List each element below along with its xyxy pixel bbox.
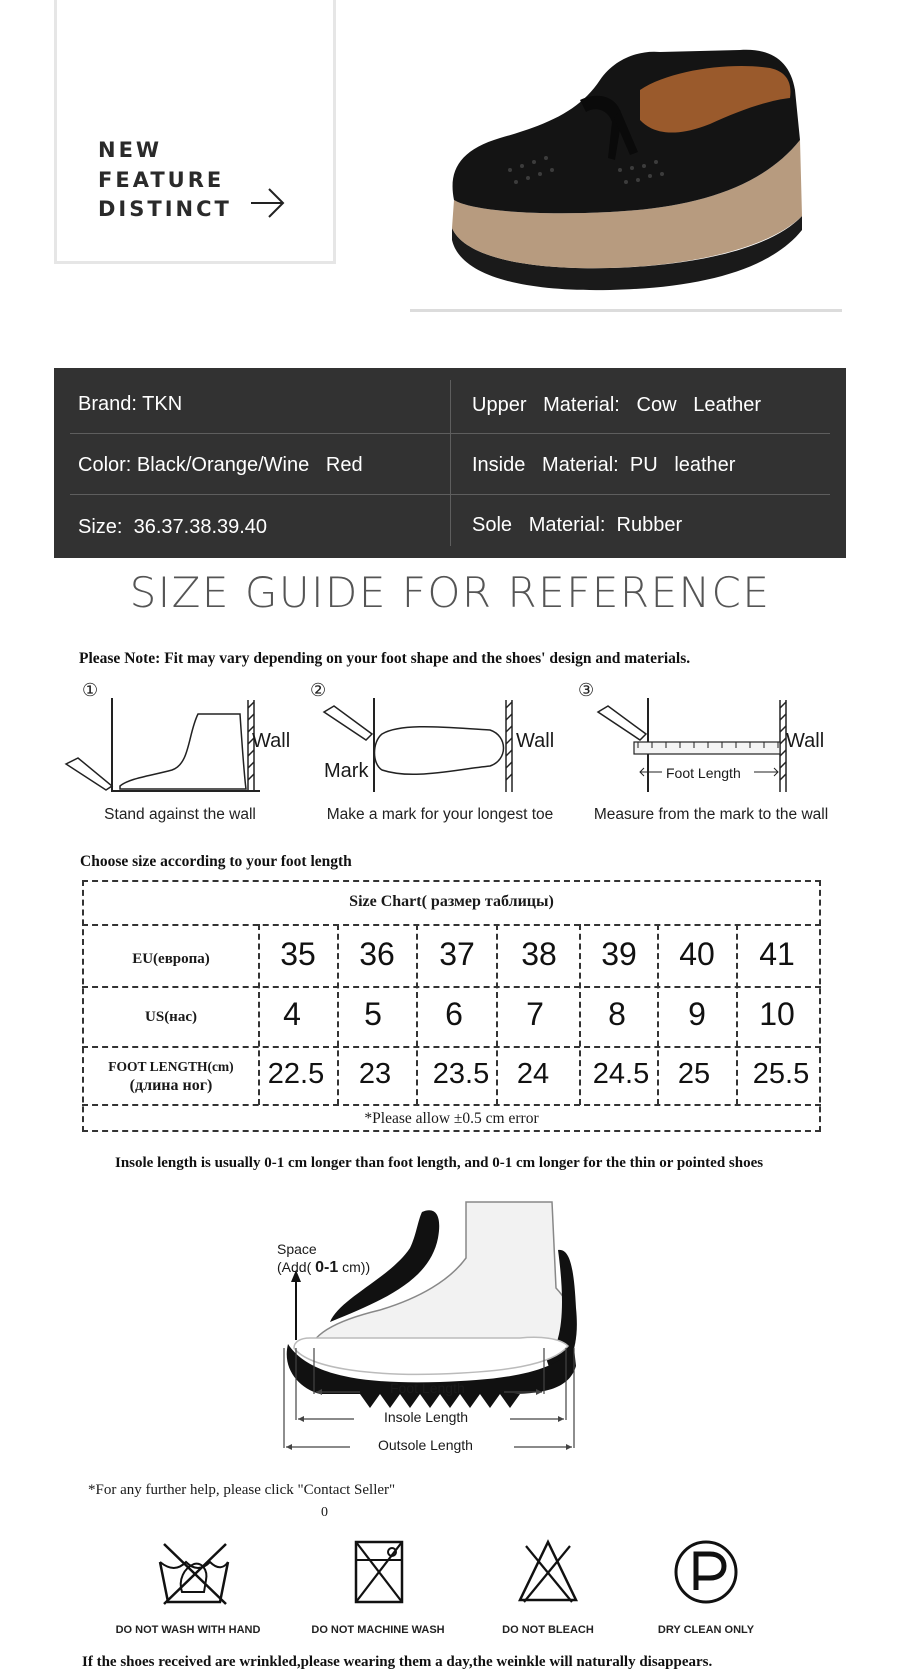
foot-length-cell: 23: [358, 1058, 392, 1090]
stray-digit: 0: [321, 1505, 328, 1520]
size-allowance-note: *Please allow ±0.5 cm error: [364, 1110, 539, 1127]
foot-length-cell: 25: [677, 1058, 711, 1090]
care-label-machine-wash: DO NOT MACHINE WASH: [311, 1624, 445, 1636]
feature-line-new: NEW: [98, 138, 163, 162]
foot-length-cell: 24: [516, 1058, 550, 1090]
row-label-us: US(нас): [145, 1009, 197, 1025]
chart-divider: [82, 924, 821, 926]
outsole-length-label: Outsole Length: [378, 1437, 473, 1453]
step-3-foot-length-label: Foot Length: [666, 765, 741, 781]
care-label-dry-clean: DRY CLEAN ONLY: [657, 1624, 755, 1636]
insole-length-label: Insole Length: [384, 1409, 469, 1425]
size-chart-title: Size Chart( размер таблицы): [349, 893, 554, 910]
step-2-wall-label: Wall: [516, 730, 555, 752]
feature-line-distinct: DISTINCT: [98, 197, 232, 221]
care-label-hand-wash: DO NOT WASH WITH HAND: [115, 1624, 261, 1636]
foot-length-cell: 22.5: [267, 1058, 325, 1090]
chart-divider: [82, 986, 821, 988]
eu-size-cell: 41: [759, 936, 795, 972]
feature-text: [98, 136, 232, 225]
foot-length-cell: 25.5: [752, 1058, 810, 1090]
spec-sole-material: Sole Material: Rubber: [472, 514, 683, 536]
hand-wash-crossed-icon: [156, 1540, 232, 1608]
space-add-label: (Add( 0-1 cm)): [277, 1259, 371, 1276]
row-label-foot-length: FOOT LENGTH(cm) (длина ног): [108, 1059, 234, 1094]
eu-size-cell: 37: [439, 936, 475, 972]
step-1-wall-label: Wall: [252, 730, 291, 752]
us-size-cell: 6: [445, 996, 463, 1032]
chart-divider: [82, 1104, 821, 1106]
right-arrow-icon: [250, 186, 286, 220]
spec-divider: [70, 433, 830, 434]
eu-size-cell: 40: [679, 936, 715, 972]
step-2-number: ②: [310, 680, 327, 700]
spec-size: Size: 36.37.38.39.40: [78, 516, 268, 538]
step-3-caption: Measure from the mark to the wall: [593, 806, 829, 823]
step-3-illustration: [596, 694, 796, 798]
chart-divider: [82, 1046, 821, 1048]
eu-size-cell: 39: [601, 936, 637, 972]
size-guide-title: SIZE GUIDE FOR REFERENCE: [129, 568, 771, 617]
step-1-caption: Stand against the wall: [104, 806, 256, 823]
spec-divider: [70, 494, 830, 495]
us-size-cell: 7: [526, 996, 544, 1032]
spec-inside-material: Inside Material: PU leather: [472, 454, 736, 476]
spec-table: [54, 368, 846, 558]
eu-size-cell: 38: [521, 936, 557, 972]
bleach-crossed-icon: [516, 1538, 580, 1606]
machine-wash-crossed-icon: [352, 1538, 406, 1606]
insole-note: Insole length is usually 0-1 cm longer than foot length, and 0-1 cm longer for the thin or pointed shoes: [115, 1155, 764, 1171]
foot-length-cell: 24.5: [592, 1058, 650, 1090]
hero-divider: [410, 309, 842, 312]
us-size-cell: 5: [364, 996, 382, 1032]
fit-note: Please Note: Fit may vary depending on your foot shape and the shoes' design and materials.: [79, 650, 691, 667]
step-2-caption: Make a mark for your longest toe: [326, 806, 554, 823]
foot-length-label: Foot Length: [390, 1380, 465, 1396]
step-3-wall-label: Wall: [786, 730, 825, 752]
dry-clean-p-icon: [672, 1538, 740, 1606]
eu-size-cell: 35: [280, 936, 316, 972]
spec-divider: [450, 380, 451, 546]
eu-size-cell: 36: [359, 936, 395, 972]
us-size-cell: 9: [688, 996, 706, 1032]
foot-length-cell: 23.5: [432, 1058, 490, 1090]
product-shoe-image: [440, 40, 810, 300]
step-1-number: ①: [82, 680, 99, 700]
space-label: Space: [277, 1241, 317, 1257]
step-3-number: ③: [578, 680, 595, 700]
spec-color: Color: Black/Orange/Wine Red: [78, 454, 363, 476]
spec-brand: Brand: TKN: [78, 393, 183, 415]
us-size-cell: 8: [608, 996, 626, 1032]
spec-upper-material: Upper Material: Cow Leather: [472, 394, 762, 416]
choose-size-text: Choose size according to your foot length: [80, 853, 352, 870]
row-label-eu: EU(европа): [132, 951, 210, 967]
step-2-mark-label: Mark: [324, 760, 369, 782]
contact-seller-text[interactable]: *For any further help, please click "Contact Seller": [88, 1482, 396, 1498]
feature-line-feature: FEATURE: [98, 167, 225, 192]
wrinkle-note: If the shoes received are wrinkled,please wearing them a day,the weinkle will naturally disappears.: [82, 1654, 713, 1670]
us-size-cell: 4: [283, 996, 301, 1032]
care-label-bleach: DO NOT BLEACH: [502, 1624, 594, 1636]
us-size-cell: 10: [759, 996, 795, 1032]
